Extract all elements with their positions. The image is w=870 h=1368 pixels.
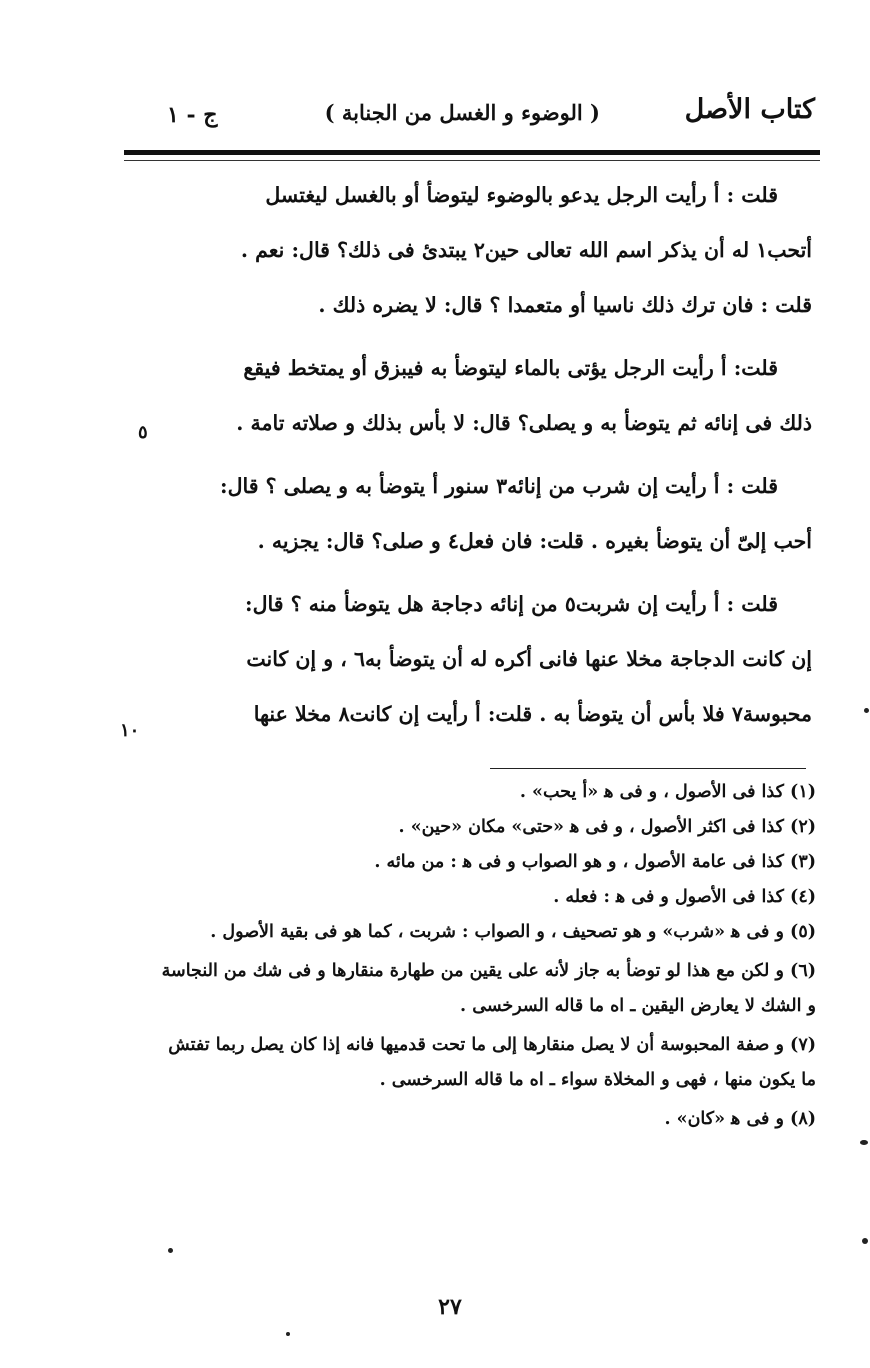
header-rule xyxy=(124,150,820,155)
footnote-separator xyxy=(490,768,806,769)
text-line: قلت : أ رأيت الرجل يدعو بالوضوء ليتوضأ أو بالغسل ليغتسل xyxy=(265,183,778,207)
footnote: (٥) و فى ﻫ «شرب» و هو تصحيف ، و الصواب : شربت ، كما هو فى بقية الأصول . xyxy=(210,922,816,942)
book-title: كتاب الأصل xyxy=(684,94,815,125)
footnote: (٣) كذا فى عامة الأصول ، و هو الصواب و فى ﻫ : من مائه . xyxy=(374,852,816,872)
text-line: إن كانت الدجاجة مخلا عنها فانى أكره له أن يتوضأ به٦ ، و إن كانت xyxy=(246,647,812,671)
text-line: قلت: أ رأيت الرجل يؤتى بالماء ليتوضأ به فيبزق أو يمتخط فيقع xyxy=(243,356,778,380)
header-rule-thin xyxy=(124,160,820,161)
text-line: أحب إلىّ أن يتوضأ بغيره . قلت: فان فعل٤ و صلى؟ قال: يجزيه . xyxy=(257,529,812,553)
scan-speck xyxy=(862,1238,868,1244)
scan-speck xyxy=(864,708,869,713)
footnote: (١) كذا فى الأصول ، و فى ﻫ «أ يحب» . xyxy=(519,782,816,802)
text-line: قلت : أ رأيت إن شرب من إنائه٣ سنور أ يتوضأ به و يصلى ؟ قال: xyxy=(220,474,778,498)
volume-label: ج - ١ xyxy=(167,102,218,128)
page-number: ٢٧ xyxy=(438,1294,462,1320)
text-line: قلت : فان ترك ذلك ناسيا أو متعمدا ؟ قال: لا يضره ذلك . xyxy=(318,293,812,317)
text-line: قلت : أ رأيت إن شربت٥ من إنائه دجاجة هل يتوضأ منه ؟ قال: xyxy=(245,592,778,616)
text-line: ذلك فى إنائه ثم يتوضأ به و يصلى؟ قال: لا بأس بذلك و صلاته تامة . xyxy=(236,411,812,435)
chapter-title: ( الوضوء و الغسل من الجنابة ) xyxy=(324,100,600,125)
footnotes xyxy=(160,775,816,1137)
main-text xyxy=(160,168,812,742)
footnote: (٢) كذا فى اكثر الأصول ، و فى ﻫ «حتى» مكان «حين» . xyxy=(398,817,816,837)
scan-speck xyxy=(286,1332,290,1336)
line-number-10: ١٠ xyxy=(120,720,140,741)
footnote: (٧) و صفة المحبوسة أن لا يصل منقارها إلى ما تحت قدميها فانه إذا كان يصل ربما تفتش ما يكون منها ، فهى و المخلاة سواء ـ اه ما قاله السرخسى . xyxy=(168,1035,816,1090)
footnote: (٨) و فى ﻫ «كان» . xyxy=(664,1109,816,1129)
footnote: (٤) كذا فى الأصول و فى ﻫ : فعله . xyxy=(553,887,816,907)
scan-speck xyxy=(860,1140,868,1145)
line-number-5: ٥ xyxy=(138,422,148,443)
page-header xyxy=(155,88,815,138)
text-line: محبوسة٧ فلا بأس أن يتوضأ به . قلت: أ رأيت إن كانت٨ مخلا عنها xyxy=(253,702,812,726)
scan-speck xyxy=(168,1248,173,1253)
text-line: أتحب١ له أن يذكر اسم الله تعالى حين٢ يبتدئ فى ذلك؟ قال: نعم . xyxy=(240,238,812,262)
footnote: (٦) و لكن مع هذا لو توضأ به جاز لأنه على يقين من طهارة منقارها و فى شك من النجاسة و الشك لا يعارض اليقين ـ اه ما قاله السرخسى . xyxy=(161,961,816,1016)
